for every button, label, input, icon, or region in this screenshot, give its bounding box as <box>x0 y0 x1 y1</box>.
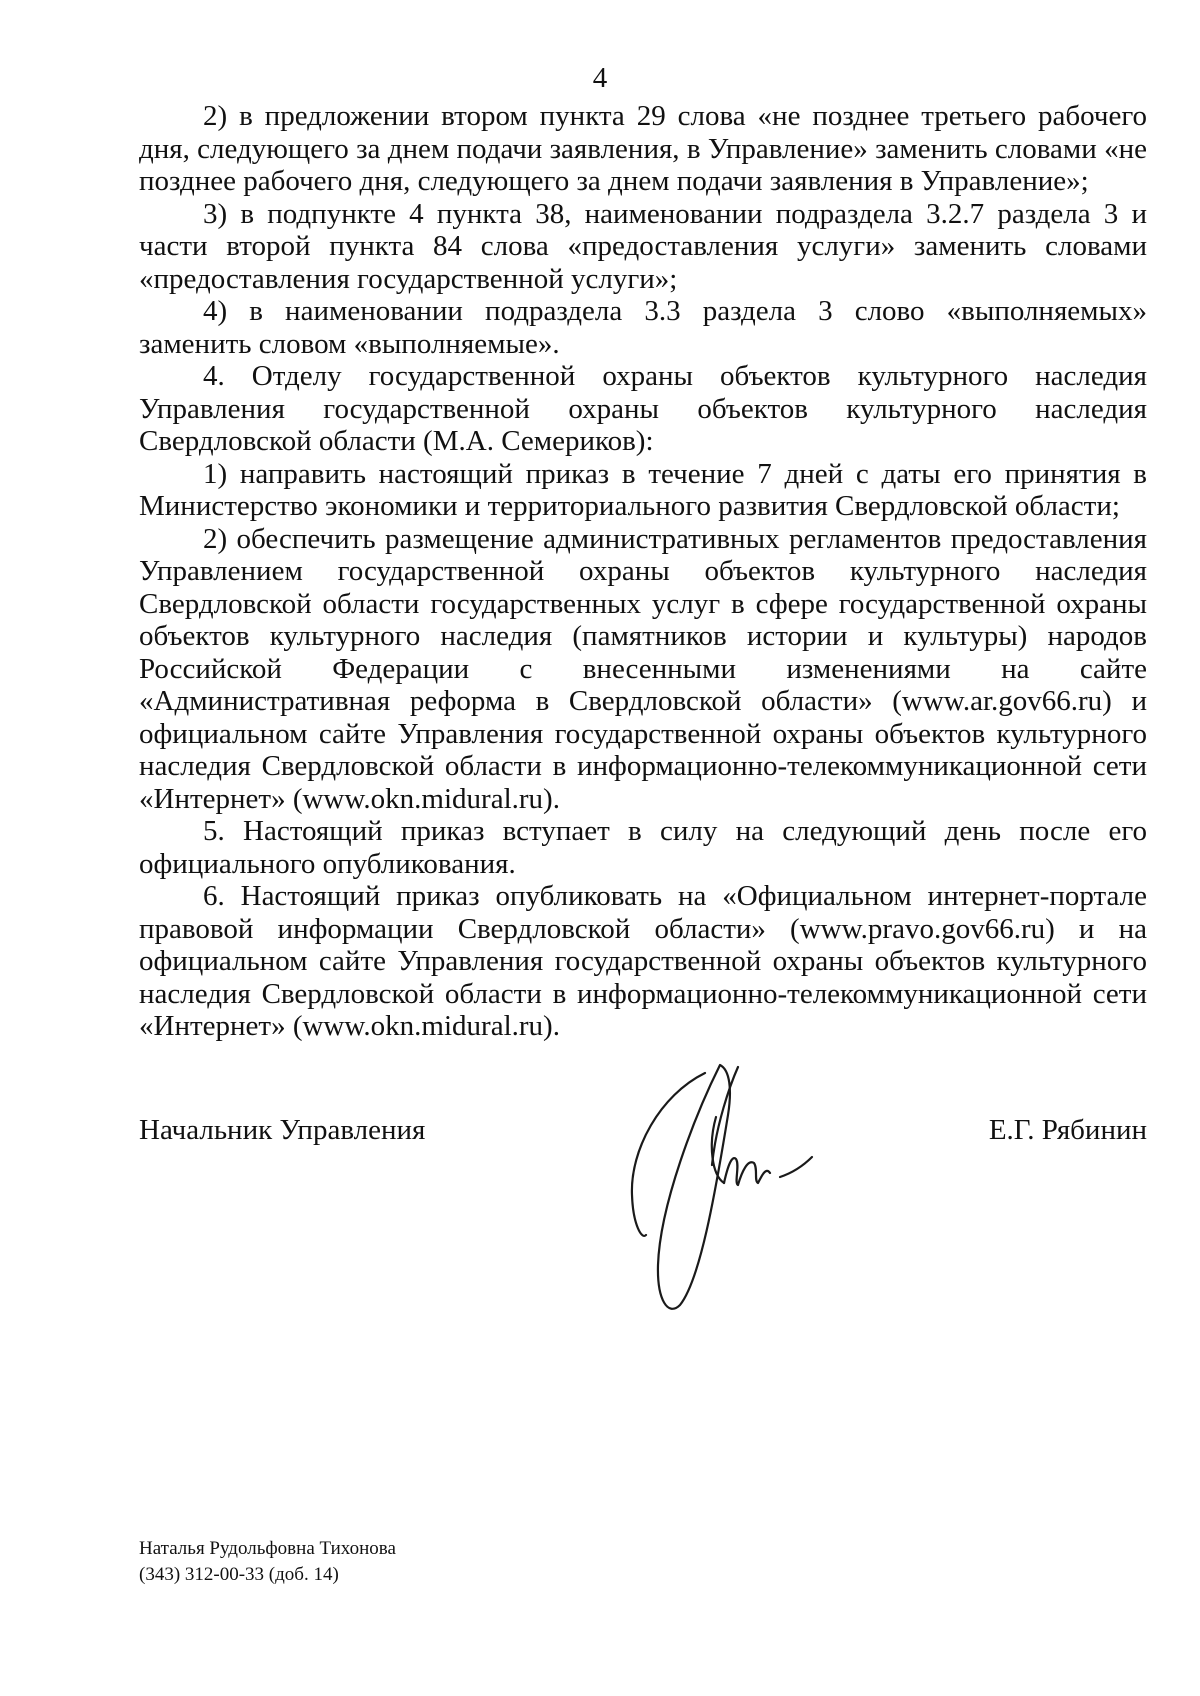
paragraph-section-5: 5. Настоящий приказ вступает в силу на следующий день после его официального опубликования. <box>139 815 1147 880</box>
paragraph-item-3: 3) в подпункте 4 пункта 38, наименовании подраздела 3.2.7 раздела 3 и части второй пункта 84 слова «предоставления услуги» заменить словами «предоставления государственной услуги»; <box>139 197 1147 295</box>
executor-name: Наталья Рудольфовна Тихонова <box>139 1538 396 1559</box>
paragraph-section-4: 4. Отделу государственной охраны объектов культурного наследия Управления государственной охраны объектов культурного наследия Свердловской области (М.А. Семериков): <box>139 360 1147 457</box>
document-body <box>139 100 1147 1043</box>
handwritten-signature <box>620 1055 850 1325</box>
signatory-name: Е.Г. Рябинин <box>988 1114 1147 1146</box>
paragraph-item-2: 2) в предложении втором пункта 29 слова «не позднее третьего рабочего дня, следующего за днем подачи заявления, в Управление» заменить словами «не позднее рабочего дня, следующего за днем подачи заявления в Управление»; <box>139 100 1147 197</box>
executor-info <box>139 1536 396 1588</box>
paragraph-section-6: 6. Настоящий приказ опубликовать на «Официальном интернет-портале правовой информации Свердловской области» (www.pravo.gov66.ru) и на официальном сайте Управления государственной охраны объектов культурного наследия Свердловской области в информационно-телекоммуникационной сети «Интернет» (www.okn.midural.ru). <box>139 880 1147 1042</box>
paragraph-item-4: 4) в наименовании подраздела 3.3 раздела 3 слово «выполняемых» заменить словом «выполняемые». <box>139 295 1147 360</box>
page-number: 4 <box>592 62 608 94</box>
paragraph-section-4-item-2: 2) обеспечить размещение административных регламентов предоставления Управлением государственной охраны объектов культурного наследия Свердловской области государственных услуг в сфере государственной охраны объектов культурного наследия (памятников истории и культуры) народов Российской Федерации с внесенными изменениями на сайте «Административная реформа в Свердловской области» (www.ar.gov66.ru) и официальном сайте Управления государственной охраны объектов культурного наследия Свердловской области в информационно-телекоммуникационной сети «Интернет» (www.okn.midural.ru). <box>139 522 1147 815</box>
paragraph-section-4-item-1: 1) направить настоящий приказ в течение 7 дней с даты его принятия в Министерство экономики и территориального развития Свердловской области; <box>139 457 1147 522</box>
signatory-position: Начальник Управления <box>139 1114 426 1146</box>
executor-phone: (343) 312-00-33 (доб. 14) <box>139 1564 339 1585</box>
